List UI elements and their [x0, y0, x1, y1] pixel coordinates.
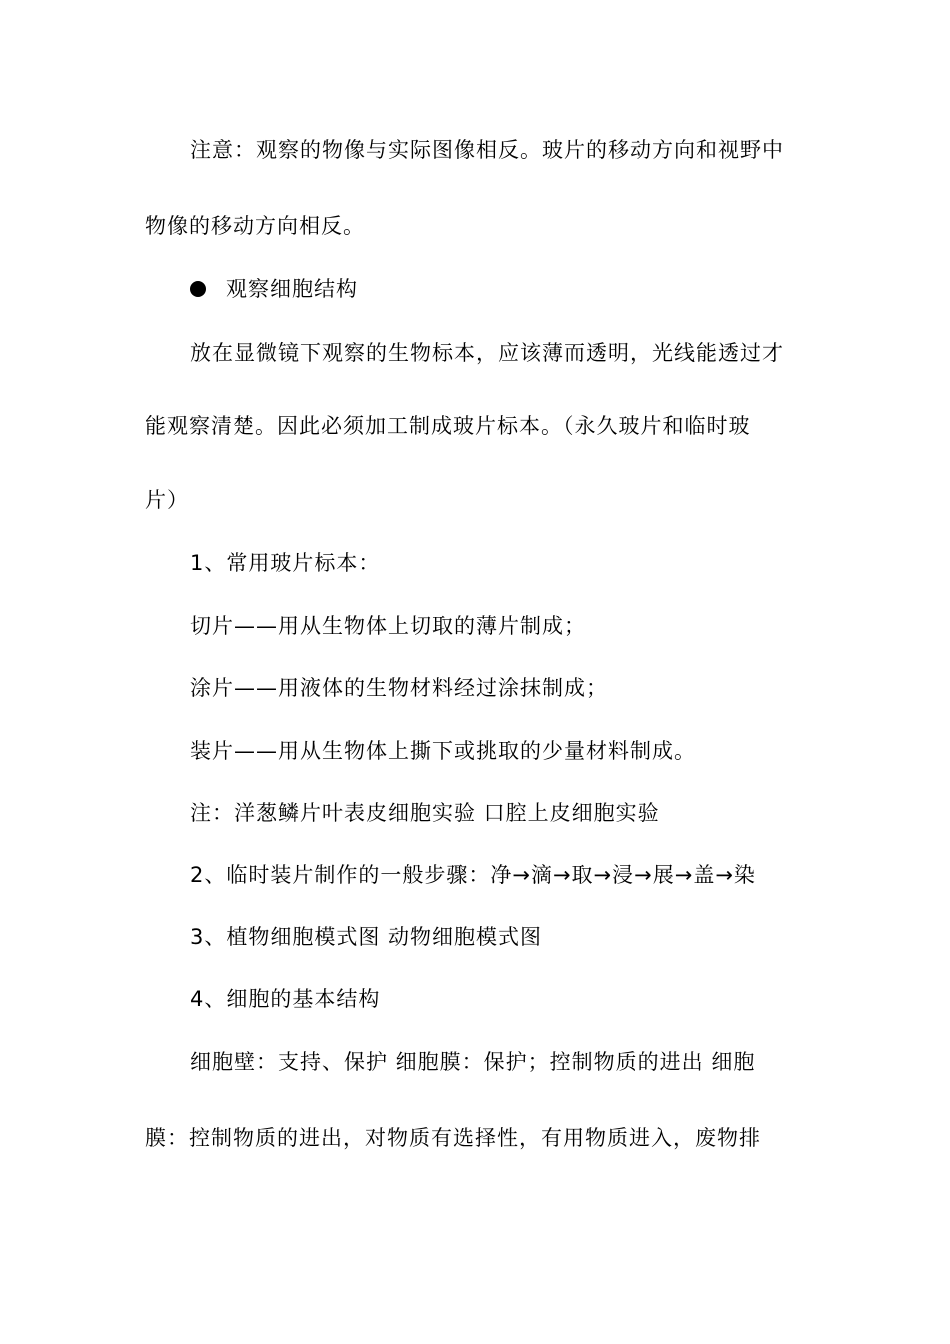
section-heading-text: 观察细胞结构 — [226, 277, 358, 301]
paragraph-line: 物像的移动方向相反。 — [145, 214, 365, 238]
list-item: 切片——用从生物体上切取的薄片制成； — [190, 614, 586, 638]
list-item: 4、细胞的基本结构 — [190, 987, 381, 1011]
list-item: 装片——用从生物体上撕下或挑取的少量材料制成。 — [190, 739, 696, 763]
paragraph-line: 片） — [145, 488, 189, 512]
paragraph-line: 能观察清楚。因此必须加工制成玻片标本。（永久玻片和临时玻 — [145, 414, 751, 438]
list-item: 2、临时装片制作的一般步骤：净→滴→取→浸→展→盖→染 — [190, 863, 756, 887]
paragraph-line: 注意：观察的物像与实际图像相反。玻片的移动方向和视野中 — [190, 138, 784, 162]
paragraph-line: 放在显微镜下观察的生物标本，应该薄而透明，光线能透过才 — [190, 341, 784, 365]
list-item: 1、常用玻片标本： — [190, 551, 381, 575]
paragraph-line: 细胞壁：支持、保护 细胞膜：保护；控制物质的进出 细胞 — [190, 1050, 756, 1074]
section-heading — [190, 274, 358, 304]
paragraph-line: 膜：控制物质的进出，对物质有选择性，有用物质进入，废物排 — [145, 1126, 761, 1150]
list-item: 注：洋葱鳞片叶表皮细胞实验 口腔上皮细胞实验 — [190, 801, 660, 825]
list-item: 3、植物细胞模式图 动物细胞模式图 — [190, 925, 543, 949]
bullet-icon — [190, 281, 206, 297]
list-item: 涂片——用液体的生物材料经过涂抹制成； — [190, 676, 608, 700]
